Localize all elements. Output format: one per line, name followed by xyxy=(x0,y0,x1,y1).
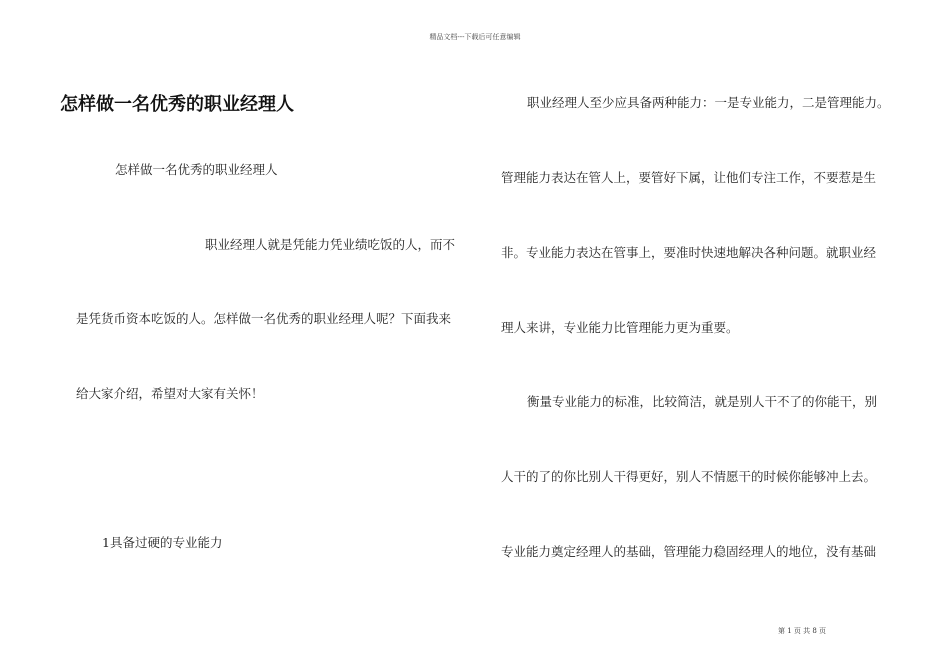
page-number-footer: 第 1 页 共 8 页 xyxy=(778,627,827,635)
right-paragraph-line: 专业能力奠定经理人的基础，管理能力稳固经理人的地位，没有基础 xyxy=(501,544,877,559)
right-paragraph-line: 人干的了的你比别人干得更好，别人不情愿干的时候你能够冲上去。 xyxy=(501,469,877,484)
left-paragraph-line: 给大家介绍，希望对大家有关怀！ xyxy=(76,386,264,401)
left-paragraph-line: 职业经理人就是凭能力凭业绩吃饭的人，而不 xyxy=(205,237,456,252)
document-title: 怎样做一名优秀的职业经理人 xyxy=(60,94,294,115)
page-header-note: 精品文档---下载后可任意编辑 xyxy=(429,33,521,41)
left-paragraph-line: 怎样做一名优秀的职业经理人 xyxy=(115,162,278,177)
left-paragraph-line: 是凭货币资本吃饭的人。怎样做一名优秀的职业经理人呢？下面我来 xyxy=(76,311,452,326)
section-heading: 1具备过硬的专业能力 xyxy=(102,535,223,550)
right-paragraph-line: 理人来讲，专业能力比管理能力更为重要。 xyxy=(501,320,739,335)
right-paragraph-line: 管理能力表达在管人上，要管好下属，让他们专注工作，不要惹是生 xyxy=(501,170,877,185)
right-paragraph-line: 衡量专业能力的标准，比较简洁，就是别人干不了的你能干，别 xyxy=(527,394,878,409)
right-paragraph-line: 非。专业能力表达在管事上，要准时快速地解决各种问题。就职业经 xyxy=(501,245,877,260)
right-paragraph-line: 职业经理人至少应具备两种能力：一是专业能力，二是管理能力。 xyxy=(527,95,890,110)
